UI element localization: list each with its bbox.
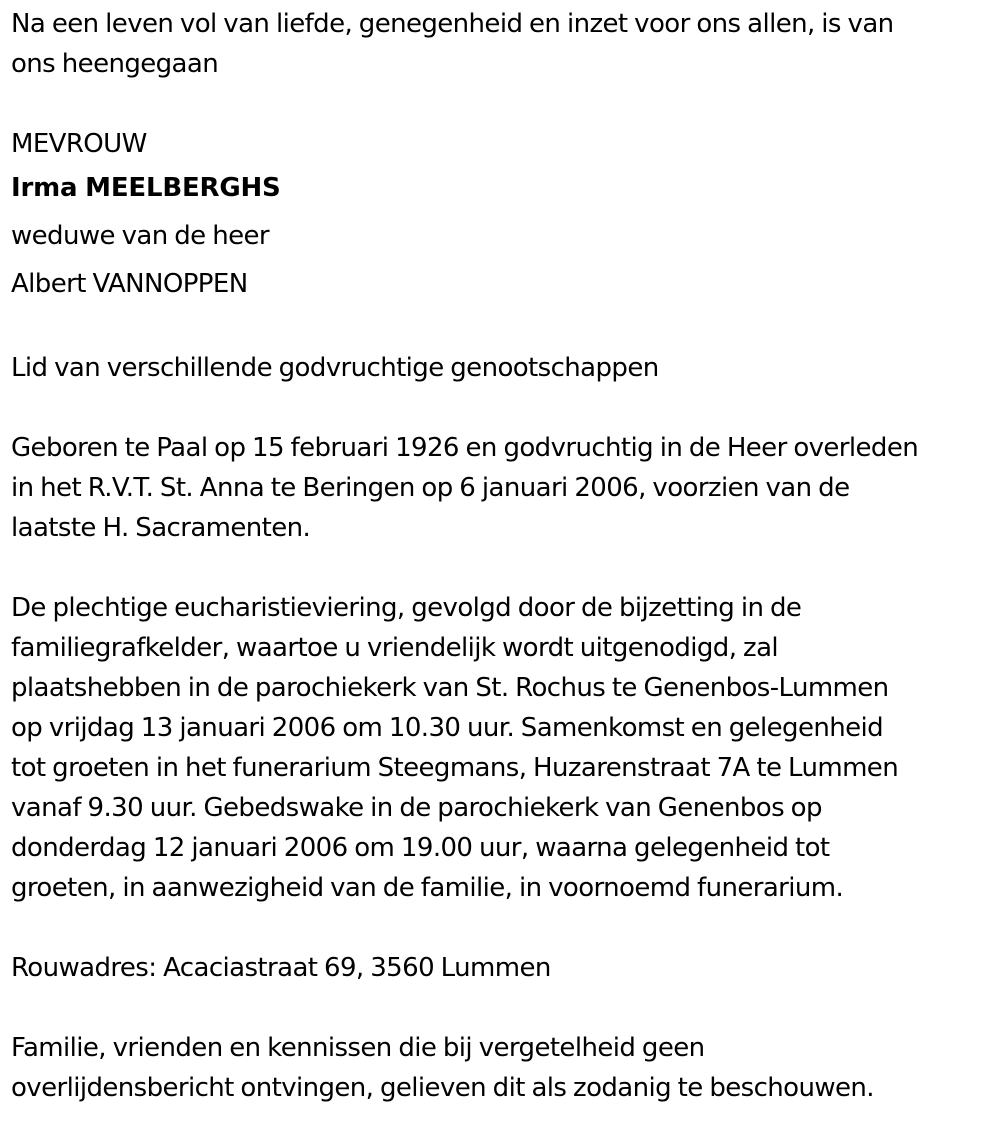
title-mevrouw: MEVROUW [11,129,147,159]
obituary-notice [11,4,996,1108]
ceremony-paragraph: De plechtige eucharistieviering, gevolgd door de bijzetting in de familiegrafkelder, waartoe u vriendelijk wordt uitgenodigd, zal plaatshebben in de parochiekerk van St. Rochus te Genenbos-Lummen op vrijdag 13 januari 2006 om 10.30 uur. Samenkomst en gelegenheid tot groeten in het funerarium Steegmans, Huzarenstraat 7A te Lummen vanaf 9.30 uur. Gebedswake in de parochiekerk van Genenbos op donderdag 12 januari 2006 om 19.00 uur, waarna gelegenheid tot groeten, in aanwezigheid van de familie, in voornoemd funerarium. [11,593,899,903]
deceased-name: Irma MEELBERGHS [11,173,281,203]
birth-death-paragraph: Geboren te Paal op 15 februari 1926 en godvruchtig in de Heer overleden in het R.V.T. St. Anna te Beringen op 6 januari 2006, voorzien van de laatste H. Sacramenten. [11,433,919,543]
mourning-address: Rouwadres: Acaciastraat 69, 3560 Lummen [11,953,551,983]
spouse-name: Albert VANNOPPEN [11,269,248,299]
closing-paragraph: Familie, vrienden en kennissen die bij vergetelheid geen overlijdensbericht ontvingen, gelieven dit als zodanig te beschouwen. [11,1033,874,1103]
membership-paragraph: Lid van verschillende godvruchtige genootschappen [11,353,659,383]
relation-line: weduwe van de heer [11,221,269,251]
intro-paragraph: Na een leven vol van liefde, genegenheid en inzet voor ons allen, is van ons heengegaan [11,9,894,79]
